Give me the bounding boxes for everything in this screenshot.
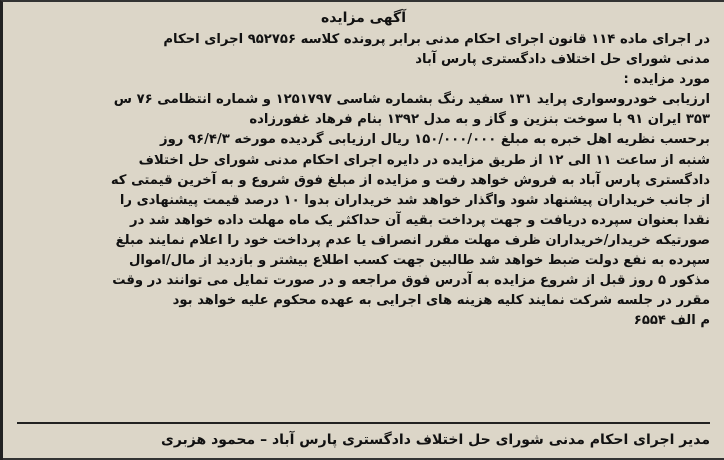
notice-line: مورد مزایده : xyxy=(623,72,710,88)
notice-line: از جانب خریداران پیشنهاد شود واگذار خواهد شد خریداران بدوا ۱۰ درصد قیمت پیشنهادی را xyxy=(119,192,710,208)
notice-line: مدنی شورای حل اختلاف دادگستری پارس آباد xyxy=(415,52,710,68)
signature-divider xyxy=(17,422,710,424)
notice-line: نقدا بعنوان سپرده دریافت و جهت پرداخت بقیه آن حداکثر یک ماه مهلت داده خواهد شد در xyxy=(129,212,710,228)
notice-line: دادگستری پارس آباد به فروش خواهد رفت و مزایده از مبلغ فوق شروع و به آخرین قیمتی که xyxy=(110,172,710,188)
notice-line: مذکور ۵ روز قبل از شروع مزایده به آدرس فوق مراجعه و در صورت تمایل می توانند در وقت xyxy=(112,273,710,289)
notice-line: در اجرای ماده ۱۱۴ قانون اجرای احکام مدنی برابر پرونده کلاسه ۹۵۲۷۵۶ اجرای احکام xyxy=(163,32,710,47)
notice-line: ارزیابی خودروسواری پراید ۱۳۱ سفید رنگ بشماره شاسی ۱۲۵۱۷۹۷ و شماره انتظامی ۷۶ س xyxy=(113,92,710,108)
notice-line: برحسب نظریه اهل خبره به مبلغ ۱۵۰/۰۰۰/۰۰۰ ریال ارزیابی گردیده مورخه ۹۶/۴/۳ روز xyxy=(160,132,710,148)
notice-reference-number: م الف ۶۵۵۴ xyxy=(633,313,710,329)
notice-line: سپرده به نفع دولت ضبط خواهد شد طالبین جهت کسب اطلاع بیشتر و بازدید از مال/اموال xyxy=(128,253,710,269)
notice-line: شنبه از ساعت ۱۱ الی ۱۲ از طریق مزایده در دایره اجرای احکام مدنی شورای حل اختلاف xyxy=(138,152,710,168)
notice-line: ۳۵۳ ایران ۹۱ با سوخت بنزین و گاز و به مدل ۱۳۹۲ بنام فرهاد غفورزاده xyxy=(249,112,710,128)
notice-body xyxy=(17,8,710,454)
notice-line: صورتیکه خریدار/خریداران ظرف مهلت مقرر انصراف یا عدم پرداخت خود را اعلام نمایند مبلغ xyxy=(115,232,710,248)
notice-line: مقرر در جلسه شرکت نمایند کلیه هزینه های اجرایی به عهده محکوم علیه خواهد بود xyxy=(172,293,710,309)
notice-text xyxy=(17,30,710,331)
notice-title: آگهی مزایده xyxy=(320,10,406,26)
notice-signature: مدیر اجرای احکام مدنی شورای حل اختلاف دادگستری پارس آباد – محمود هزبری xyxy=(161,432,710,448)
